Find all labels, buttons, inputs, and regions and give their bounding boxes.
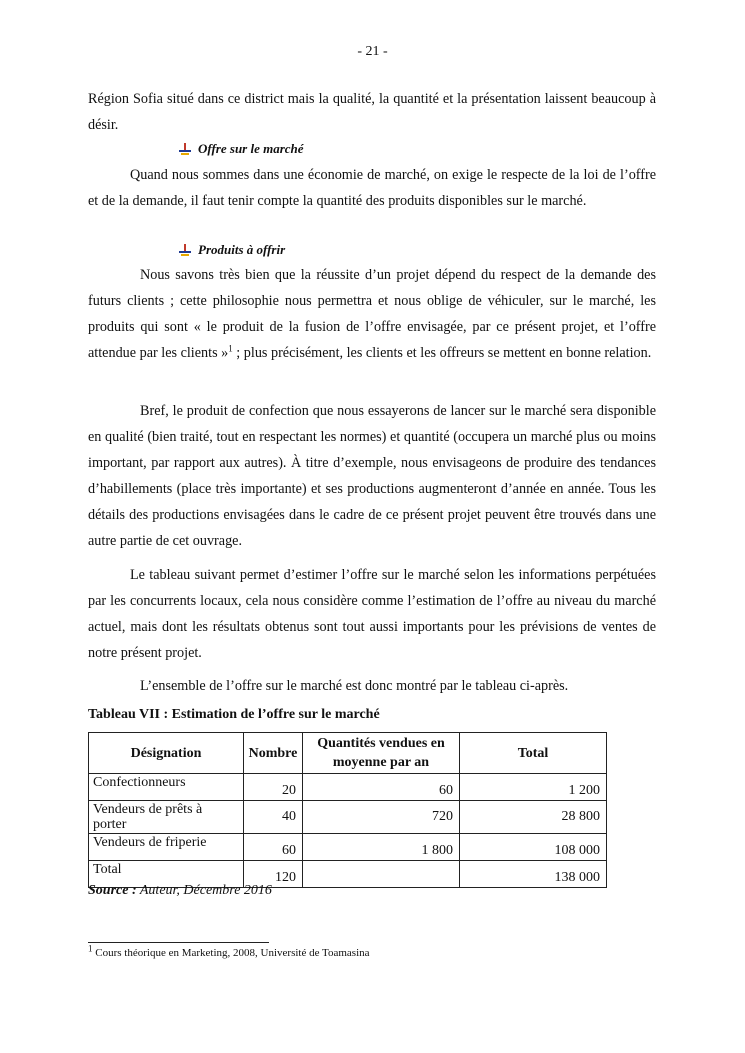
- cell-quantite: 1 800: [303, 834, 460, 861]
- cell-quantite: 60: [303, 774, 460, 801]
- cell-designation: Confectionneurs: [89, 774, 244, 801]
- cell-total: 1 200: [460, 774, 607, 801]
- cell-nombre: 20: [244, 774, 303, 801]
- paragraph-ensemble: L’ensemble de l’offre sur le marché est donc montré par le tableau ci-après.: [140, 678, 569, 694]
- table-header-row: [89, 733, 607, 774]
- footnote-mark: 1: [88, 943, 93, 954]
- cell-nombre: 120: [244, 861, 303, 888]
- header-nombre: Nombre: [244, 733, 303, 774]
- paragraph-bref: Bref, le produit de confection que nous essayerons de lancer sur le marché sera disponible en qualité (bien traité, tout en respectant les normes) et quantité (occupera un marché plus ou moins important, par rapport aux autres). À titre d’exemple, nous envisageons de produire des tendances d’habillements (place très importante) et ses productions augmenteront d’année en année. Tous les détails des productions envisagées dans le cadre de ce présent projet peuvent être trouvés dans une autre partie de cet ouvrage.: [88, 403, 656, 549]
- table-row: [89, 774, 607, 801]
- heading-offre: [178, 141, 304, 157]
- cell-nombre: 60: [244, 834, 303, 861]
- cell-quantite: 720: [303, 801, 460, 834]
- footnote-separator: [88, 942, 269, 943]
- paragraph-intro: Région Sofia situé dans ce district mais la qualité, la quantité et la présentation laissent beaucoup à désir.: [88, 91, 656, 133]
- cell-nombre: 40: [244, 801, 303, 834]
- table-row: [89, 834, 607, 861]
- page-number: - 21 -: [357, 44, 388, 59]
- header-designation: Désignation: [89, 733, 244, 774]
- cell-total: 138 000: [460, 861, 607, 888]
- offer-table: [88, 732, 607, 888]
- footnote-text: Cours théorique en Marketing, 2008, Université de Toamasina: [92, 947, 370, 959]
- cell-quantite: [303, 861, 460, 888]
- header-total: Total: [460, 733, 607, 774]
- heading-produits-label: Produits à offrir: [198, 242, 286, 257]
- bullet-icon: [178, 244, 192, 257]
- table-caption: Tableau VII : Estimation de l’offre sur le marché: [88, 707, 380, 722]
- source-label: Source :: [88, 883, 137, 898]
- table-source: [88, 883, 272, 899]
- paragraph-produits-b: ; plus précisément, les clients et les offreurs se mettent en bonne relation.: [232, 345, 652, 361]
- bullet-icon: [178, 143, 192, 156]
- cell-total: 108 000: [460, 834, 607, 861]
- heading-produits: [178, 242, 285, 258]
- paragraph-produits: [88, 262, 656, 366]
- paragraph-tableau: Le tableau suivant permet d’estimer l’offre sur le marché selon les informations perpétuées par les concurrents locaux, cela nous considère comme l’estimation de l’offre au niveau du marché actuel, mais dont les résultats obtenus sont tout aussi importants pour les prévisions de ventes de notre présent projet.: [88, 567, 656, 661]
- cell-total: 28 800: [460, 801, 607, 834]
- paragraph-produits-a: Nous savons très bien que la réussite d’un projet dépend du respect de la demande des futurs clients ; cette philosophie nous permettra et nous oblige de véhiculer, sur le marché, les produits qui sont « le produit de la fusion de l’offre envisagée, par ce présent projet, et l’offre attendue par les clients »: [88, 267, 656, 361]
- footnote-ref: 1: [228, 343, 233, 354]
- cell-designation: Vendeurs de friperie: [89, 834, 244, 861]
- footnote: [88, 943, 370, 959]
- cell-designation: Vendeurs de prêts à porter: [89, 801, 244, 834]
- table-row: [89, 801, 607, 834]
- cell-designation: Total: [89, 861, 244, 888]
- paragraph-offre: Quand nous sommes dans une économie de marché, on exige le respecte de la loi de l’offre et de la demande, il faut tenir compte la quantité des produits disponibles sur le marché.: [88, 167, 656, 209]
- heading-offre-label: Offre sur le marché: [198, 141, 304, 156]
- header-quantites: Quantités vendues en moyenne par an: [303, 733, 460, 774]
- source-text: Auteur, Décembre 2016: [136, 883, 272, 898]
